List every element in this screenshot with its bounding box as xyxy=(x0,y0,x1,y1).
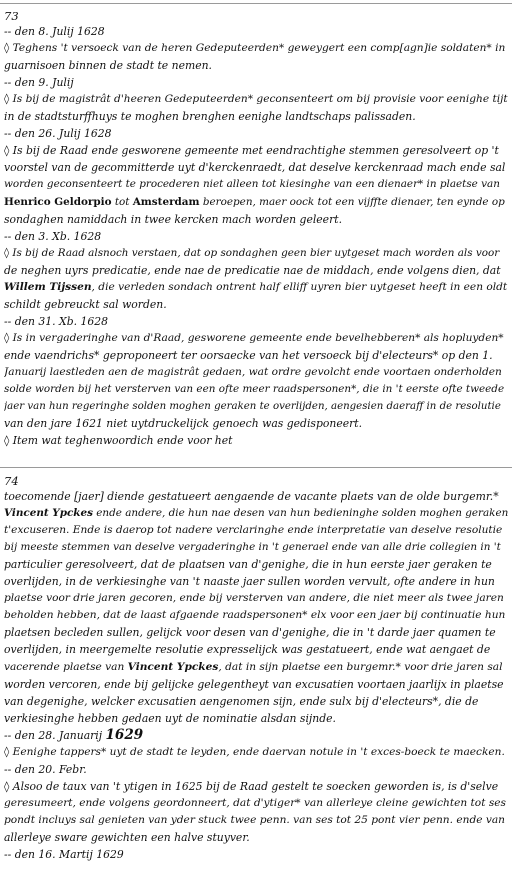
text-segment: , die verleden sondach ontrent half elliff uyren bier uytgeset heeft in een oldt xyxy=(91,280,508,293)
text-line xyxy=(4,176,508,193)
text-line xyxy=(4,488,508,505)
text-segment: pondt incluys sal genieten van yder stuck twee penn. van ses tot 25 pont vier penn. ende van xyxy=(4,813,505,826)
text-line xyxy=(4,676,508,693)
text-line xyxy=(4,279,508,296)
text-segment: Januarij laestleden aen de magistrât gedaen, wat ordre gevolcht ende voortaen onderholden xyxy=(4,366,502,378)
text-line xyxy=(4,347,508,364)
text-line xyxy=(4,142,508,159)
text-line xyxy=(4,262,508,279)
page-number: 74 xyxy=(4,474,19,488)
text-segment: -- den 3. Xb. 1628 xyxy=(4,229,102,243)
page-number: 73 xyxy=(4,9,19,23)
text-line xyxy=(4,57,508,74)
text-segment: sondaghen namiddach in twee kercken mach worden geleert. xyxy=(4,212,343,226)
text-segment: ende andere, die hun nae desen van hun bedieninghe solden moghen geraken xyxy=(92,507,508,520)
text-segment: -- den 20. Febr. xyxy=(4,762,87,776)
text-segment: plaetse voor drie jaren gecoren, ende bij versterven van andere, die niet meer als twee jaren xyxy=(4,592,504,605)
text-segment: -- den 26. Julij 1628 xyxy=(4,127,112,141)
text-segment: ◊ Is bij de Raad ende gesworene gemeente met eendrachtighe stemmen geresolveert op 't xyxy=(4,144,499,158)
text-segment: beholden hebben, dat de laast afgaende raadspersonen* elx voor een jaer bij continuatie hun xyxy=(4,609,506,622)
text-line xyxy=(4,194,508,211)
text-segment: guarnisoen binnen de stadt te nemen. xyxy=(4,59,212,73)
text-segment: particulier geresolveert, dat de plaatsen van d'genighe, die in hun eerste jaer geraken te xyxy=(4,558,492,572)
text-line xyxy=(4,40,508,57)
text-segment: toecomende [jaer] diende gestatueert aengaende de vacante plaets van de olde burgemr.* xyxy=(4,490,499,503)
text-line xyxy=(4,245,508,262)
text-line xyxy=(4,659,508,676)
text-segment: verkiesinghe hebben gedaen uyt de nominatie alsdan sijnde. xyxy=(4,711,336,725)
text-line xyxy=(4,159,508,176)
text-line xyxy=(4,74,508,91)
text-segment: ◊ Item wat teghenwoordich ende voor het xyxy=(4,434,233,448)
text-line xyxy=(4,556,508,573)
text-segment: ◊ Is bij de Raad alsnoch verstaen, dat op sondaghen geen bier uytgeset mach worden als voor xyxy=(4,246,500,259)
text-segment: schildt gebreuckt sal worden. xyxy=(4,297,167,311)
text-line xyxy=(4,313,508,330)
text-line xyxy=(4,693,508,710)
text-line xyxy=(4,228,508,245)
text-line xyxy=(4,91,508,108)
text-segment: geresumeert, ende volgens geordonneert, dat d'ytiger* van allerleye cleine gewichten tot ses xyxy=(4,796,506,809)
text-line xyxy=(4,573,508,590)
text-line xyxy=(4,761,508,778)
text-segment: plaetsen becleden sullen, gelijck voor desen van d'genighe, die in 't darde jaer quamen te xyxy=(4,626,496,640)
text-line xyxy=(4,381,508,398)
text-line xyxy=(4,211,508,228)
text-line xyxy=(4,778,508,795)
text-line xyxy=(4,415,508,432)
text-line xyxy=(4,846,508,863)
name-segment: Henrico Geldorpio xyxy=(4,195,112,208)
text-line xyxy=(4,710,508,727)
page-divider xyxy=(0,467,512,468)
name-segment: Vincent Ypckes xyxy=(127,660,219,673)
text-line xyxy=(4,522,508,539)
text-line xyxy=(4,108,508,125)
text-segment: overlijden, in de verkiesinghe van 't naaste jaer sullen worden vervult, ofte andere in hun xyxy=(4,575,495,589)
text-segment: -- den 28. Januarij xyxy=(4,728,106,742)
text-line xyxy=(4,505,508,522)
text-segment: -- den 31. Xb. 1628 xyxy=(4,314,108,328)
text-segment: ende vaendrichs* geproponeert ter oorsaecke van het versoeck bij d'electeurs* op den 1. xyxy=(4,348,493,362)
text-line xyxy=(4,539,508,556)
text-segment: , dat in sijn plaetse een burgemr.* voor drie jaren sal xyxy=(218,660,503,673)
name-segment: Willem Tijssen xyxy=(4,280,92,293)
text-line xyxy=(4,330,508,347)
text-segment: van degenighe, welcker excusatien aengenomen sijn, ende sulx bij d'electeurs*, die de xyxy=(4,694,479,708)
text-line xyxy=(4,296,508,313)
text-line xyxy=(4,23,508,40)
text-line xyxy=(4,795,508,812)
text-line xyxy=(4,812,508,829)
text-segment: vacerende plaetse van xyxy=(4,660,128,673)
text-segment: van den jare 1621 niet uytdruckelijck genoech was gedisponeert. xyxy=(4,417,363,431)
text-segment: ◊ Teghens 't versoeck van de heren Gedeputeerden* geweygert een comp[agn]ie soldaten* in xyxy=(4,42,506,55)
top-rule xyxy=(0,3,512,4)
text-segment: allerleye sware gewichten een halve stuyver. xyxy=(4,831,250,844)
text-segment: bij meeste stemmen van deselve vergaderinghe in 't generael ende van alle drie collegien in 't xyxy=(4,541,501,554)
text-segment: solde worden bij het versterven van een ofte meer raadspersonen*, die in 't eerste ofte tweede xyxy=(4,383,505,396)
text-segment: t'excuseren. Ende is daerop tot nadere verclaringhe ende interpretatie van deselve resolutie xyxy=(4,524,503,537)
text-segment: -- den 8. Julij 1628 xyxy=(4,25,105,38)
name-segment: 1629 xyxy=(105,726,144,743)
text-segment: -- den 9. Julij xyxy=(4,76,74,90)
text-segment: tot xyxy=(111,195,133,208)
text-line xyxy=(4,607,508,624)
text-line xyxy=(4,398,508,415)
text-segment: worden geconsenteert te procederen niet alleen tot kiesinghe van een dienaer* in plaetse van xyxy=(4,178,500,191)
text-line xyxy=(4,744,508,761)
text-line xyxy=(4,641,508,658)
text-segment: ◊ Alsoo de taux van 't ytigen in 1625 bij de Raad gestelt te soecken geworden is, is d'selve xyxy=(4,779,499,793)
text-line xyxy=(4,829,508,846)
text-line xyxy=(4,125,508,142)
text-segment: beroepen, maer oock tot een vijffte dienaer, ten eynde op xyxy=(199,195,505,208)
text-segment: jaer van hun regeringhe solden moghen geraken te overlijden, aengesien daeraff in de resolutie xyxy=(4,401,501,413)
text-segment: in de stadtsturffhuys te moghen brenghen eenighe landtschaps palissaden. xyxy=(4,110,416,124)
text-segment: -- den 16. Martij 1629 xyxy=(4,848,124,862)
name-segment: Vincent Ypckes xyxy=(4,507,93,520)
text-segment: ◊ Eenighe tappers* uyt de stadt te leyden, ende daervan notule in 't exces-boeck te maecken. xyxy=(4,745,505,758)
text-segment: de neghen uyrs predicatie, ende nae de predicatie nae de middach, ende volgens dien, dat xyxy=(4,263,501,277)
text-line xyxy=(4,590,508,607)
text-segment: voorstel van de gecommitterde uyt d'kerckenraedt, dat deselve kerckenraad mach ende sal xyxy=(4,161,506,175)
text-segment: ◊ Is bij de magistrât d'heeren Gedeputeerden* geconsenteert om bij provisie voor eenighe tijt xyxy=(4,93,508,106)
text-line xyxy=(4,624,508,641)
text-segment: overlijden, in meergemelte resolutie expresselijck was gestatueert, ende wat aengaet de xyxy=(4,643,491,657)
text-segment: ◊ Is in vergaderinghe van d'Raad, gesworene gemeente ende bevelhebberen* als hopluyden* xyxy=(4,331,504,344)
text-line xyxy=(4,432,508,449)
text-line xyxy=(4,364,508,381)
text-segment: worden vercoren, ende bij gelijcke gelegentheyt van excusatien voortaen jaarlijx in plaetse xyxy=(4,677,504,691)
text-line xyxy=(4,727,508,744)
name-segment: Amsterdam xyxy=(132,195,200,208)
